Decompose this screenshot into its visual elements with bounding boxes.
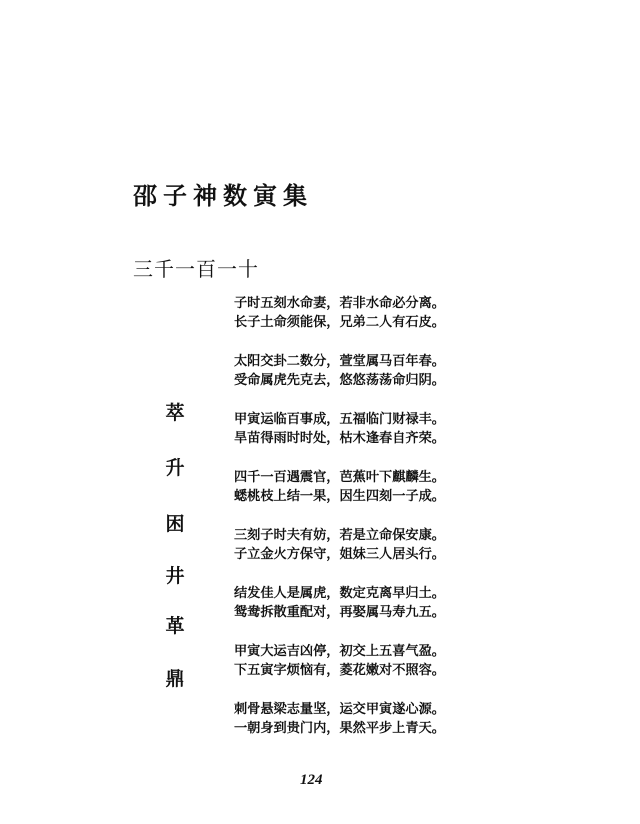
hexagram-jing: 井 [165, 565, 185, 587]
verse-line: 四千一百遇震官，芭蕉叶下麒麟生。 [234, 470, 445, 485]
verse-line: 受命属虎先克去，悠悠荡荡命归阴。 [234, 373, 445, 388]
hexagram-cui: 萃 [165, 402, 185, 424]
verse-line: 甲寅大运吉凶停，初交上五喜气盈。 [234, 644, 445, 659]
hexagram-ge: 革 [165, 615, 185, 637]
section-title: 三千一百一十 [133, 257, 259, 281]
verse-8 [234, 700, 484, 738]
verse-3 [234, 410, 484, 448]
hexagram-kun: 困 [165, 513, 185, 535]
verse-1 [234, 294, 484, 332]
verse-line: 太阳交卦二数分，萱堂属马百年春。 [234, 354, 445, 369]
verse-2 [234, 352, 484, 390]
verse-line: 下五寅字烦恼有，菱花嫩对不照容。 [234, 663, 445, 678]
verse-list [234, 294, 484, 758]
book-title: 邵子神数寅集 [133, 182, 313, 210]
page-number: 124 [300, 772, 323, 788]
hexagram-sheng: 升 [165, 457, 185, 479]
verse-line: 子立金火方保守，姐妹三人居头行。 [234, 547, 445, 562]
verse-line: 三刻子时夫有妨，若是立命保安康。 [234, 528, 445, 543]
hexagram-ding: 鼎 [165, 668, 185, 690]
verse-line: 甲寅运临百事成，五福临门财禄丰。 [234, 412, 445, 427]
verse-line: 子时五刻水命妻，若非水命必分离。 [234, 296, 445, 311]
verse-line: 旱苗得雨时时处，枯木逢春自齐荣。 [234, 431, 445, 446]
verse-line: 蟋桃枝上结一果，因生四刻一子成。 [234, 489, 445, 504]
verse-line: 长子土命须能保，兄弟二人有石皮。 [234, 315, 445, 330]
verse-line: 一朝身到贵门内，果然平步上青天。 [234, 721, 445, 736]
verse-line: 刺骨悬梁志量坚，运交甲寅遂心源。 [234, 702, 445, 717]
verse-line: 鸳鸯拆散重配对，再娶属马寿九五。 [234, 605, 445, 620]
verse-line: 结发佳人是属虎，数定克离早归土。 [234, 586, 445, 601]
hexagram-column [160, 0, 190, 824]
verse-5 [234, 526, 484, 564]
verse-7 [234, 642, 484, 680]
verse-6 [234, 584, 484, 622]
verse-4 [234, 468, 484, 506]
